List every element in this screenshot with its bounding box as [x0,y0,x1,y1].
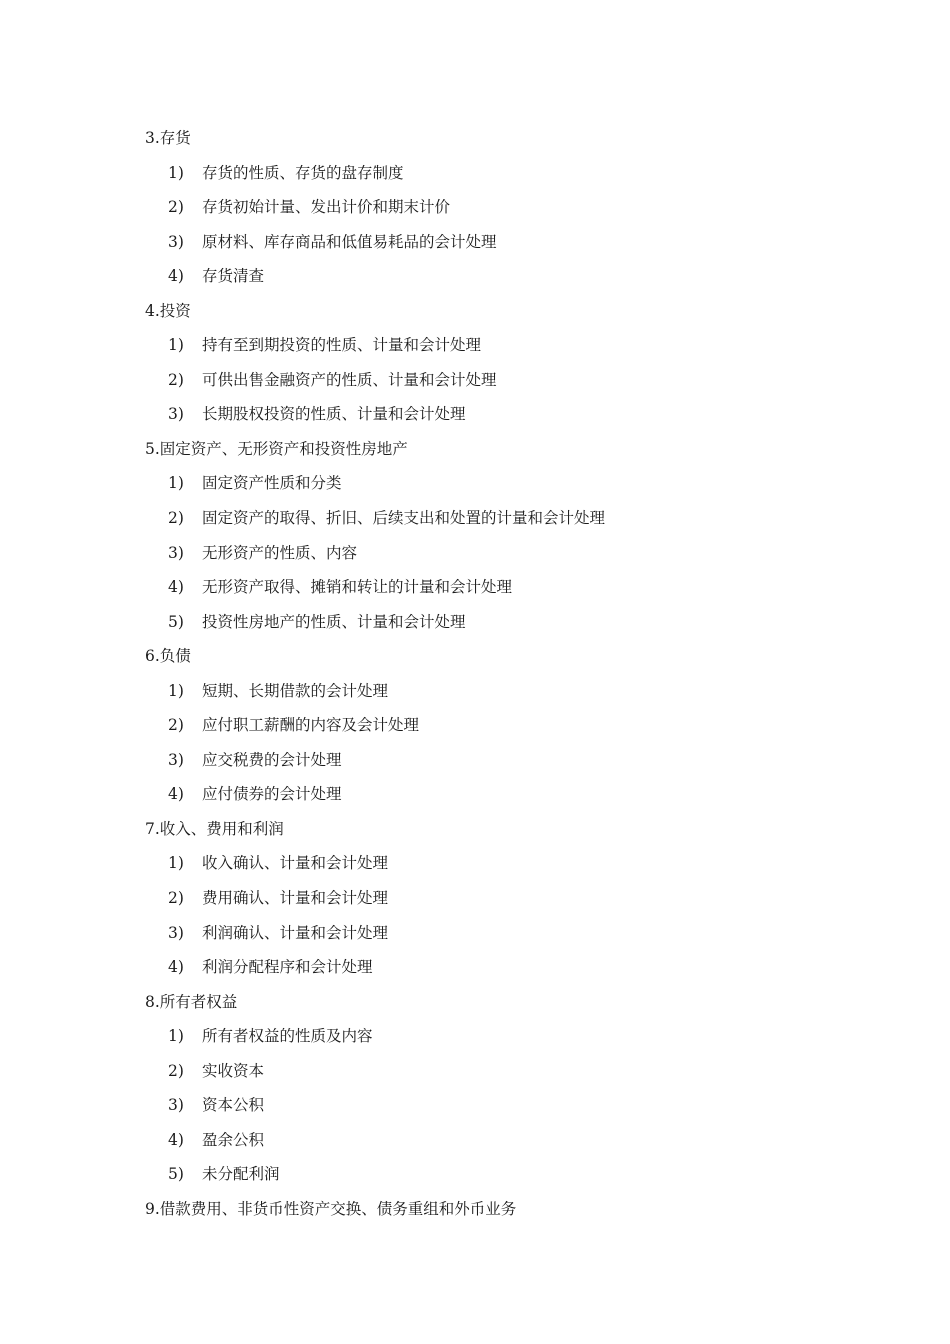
item-text: 原材料、库存商品和低值易耗品的会计处理 [202,232,497,251]
item-text: 资本公积 [202,1096,265,1115]
list-item [145,1054,845,1089]
list-item [145,881,845,916]
section-heading: 5.固定资产、无形资产和投资性房地产 [145,439,408,458]
item-number: 4) [168,958,184,977]
list-item [145,466,845,501]
item-number: 2) [168,509,184,528]
list-item [145,225,845,260]
list-item [145,1019,845,1054]
item-text: 无形资产取得、摊销和转让的计量和会计处理 [202,578,513,597]
item-number: 3) [168,232,184,251]
list-item [145,743,845,778]
item-number: 2) [168,370,184,389]
list-item [145,950,845,985]
list-item [145,259,845,294]
item-number: 5) [168,1165,184,1184]
section-heading: 7.收入、费用和利润 [145,819,284,838]
section-heading: 3.存货 [145,129,191,147]
list-item [145,328,845,363]
item-number: 2) [168,716,184,735]
list-item [145,846,845,881]
list-item [145,1157,845,1192]
item-number: 4) [168,578,184,597]
item-number: 3) [168,750,184,769]
item-number: 3) [168,1096,184,1115]
item-text: 所有者权益的性质及内容 [202,1027,373,1046]
list-item [145,190,845,225]
item-text: 应付职工薪酬的内容及会计处理 [202,716,420,735]
item-text: 利润确认、计量和会计处理 [202,923,389,942]
item-text: 短期、长期借款的会计处理 [202,681,389,700]
section-heading: 8.所有者权益 [145,992,238,1011]
list-item [145,1123,845,1158]
item-number: 4) [168,1130,184,1149]
item-text: 固定资产性质和分类 [202,474,342,493]
list-item [145,397,845,432]
item-text: 实收资本 [202,1061,265,1080]
list-item [145,536,845,571]
list-item [145,363,845,398]
item-text: 费用确认、计量和会计处理 [202,889,389,908]
item-text: 利润分配程序和会计处理 [202,958,373,977]
item-text: 固定资产的取得、折旧、后续支出和处置的计量和会计处理 [202,509,606,528]
list-item [145,570,845,605]
item-number: 1) [168,474,184,493]
section-heading: 6.负债 [145,647,191,666]
item-number: 2) [168,198,184,217]
item-number: 3) [168,405,184,424]
section-heading: 4.投资 [145,301,191,320]
item-text: 收入确认、计量和会计处理 [202,854,389,873]
item-number: 3) [168,543,184,562]
item-number: 1) [168,336,184,355]
section-heading: 9.借款费用、非货币性资产交换、债务重组和外币业务 [145,1199,517,1218]
item-number: 3) [168,923,184,942]
item-number: 4) [168,267,184,286]
item-text: 长期股权投资的性质、计量和会计处理 [202,405,466,424]
item-number: 5) [168,612,184,631]
item-text: 盈余公积 [202,1130,265,1149]
list-item [145,708,845,743]
item-text: 可供出售金融资产的性质、计量和会计处理 [202,370,497,389]
item-text: 持有至到期投资的性质、计量和会计处理 [202,336,482,355]
list-item [145,674,845,709]
item-text: 未分配利润 [202,1165,280,1184]
item-text: 投资性房地产的性质、计量和会计处理 [202,612,466,631]
syllabus-outline [145,121,845,1227]
list-item [145,1088,845,1123]
item-text: 存货初始计量、发出计价和期末计价 [202,198,451,217]
item-number: 1) [168,681,184,700]
item-text: 存货清查 [202,267,265,286]
item-text: 应交税费的会计处理 [202,750,342,769]
item-number: 1) [168,163,184,182]
item-number: 1) [168,854,184,873]
item-number: 1) [168,1027,184,1046]
item-text: 存货的性质、存货的盘存制度 [202,163,404,182]
item-text: 无形资产的性质、内容 [202,543,358,562]
item-number: 2) [168,1061,184,1080]
list-item [145,605,845,640]
list-item [145,916,845,951]
item-number: 4) [168,785,184,804]
item-text: 应付债券的会计处理 [202,785,342,804]
list-item [145,777,845,812]
list-item [145,501,845,536]
list-item [145,156,845,191]
item-number: 2) [168,889,184,908]
